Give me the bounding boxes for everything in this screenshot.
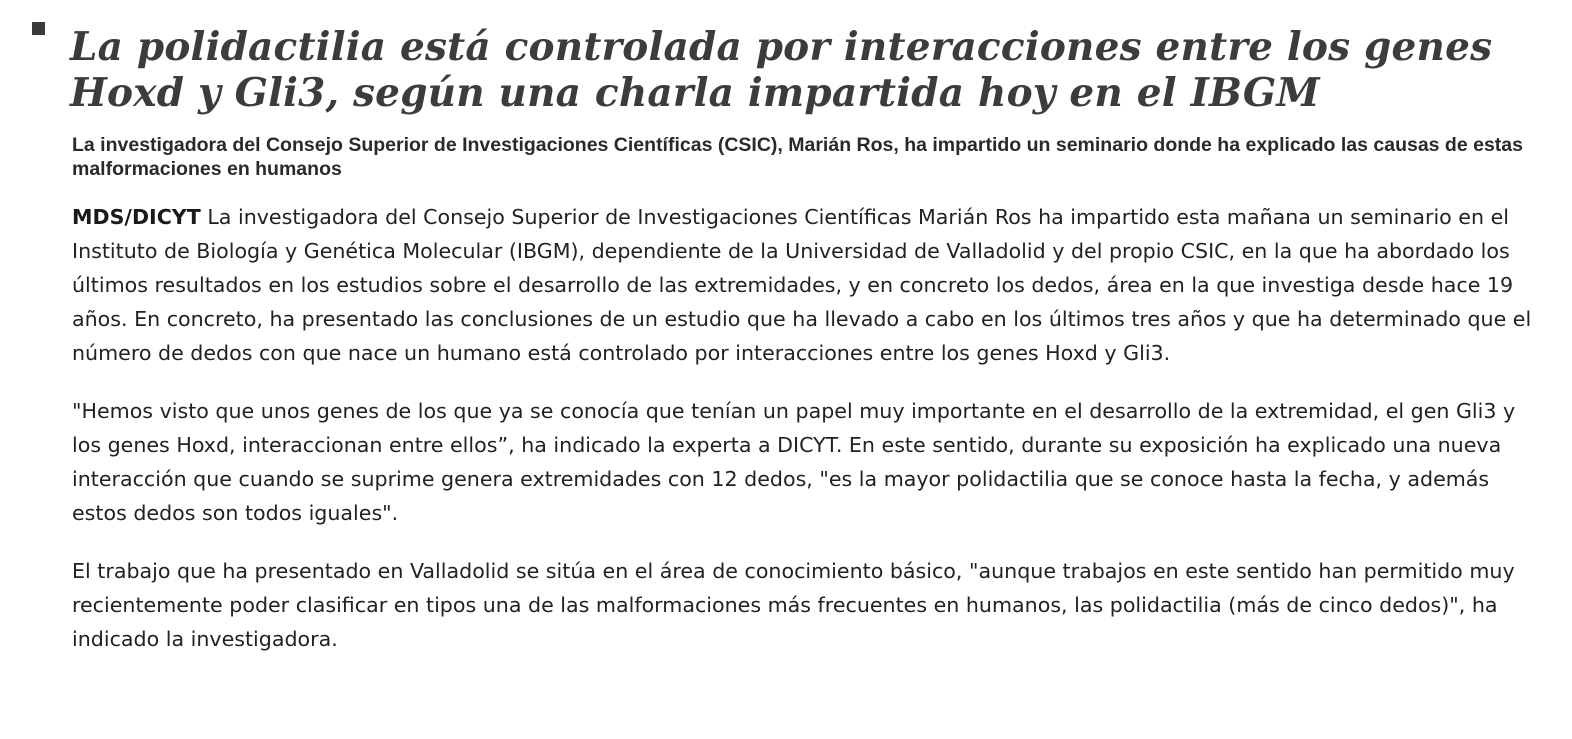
body-paragraph-3: El trabajo que ha presentado en Valladolid se sitúa en el área de conocimiento básico, "aunque trabajos en este sentido han permitido muy recientemente poder clasificar en tipos una de las malformaciones más frecuentes en humanos, las polidactilia (más de cinco dedos)", ha indicado la investigadora. [72, 559, 1515, 651]
body-paragraph-1 [72, 200, 1547, 370]
body-paragraph-1-text: La investigadora del Consejo Superior de Investigaciones Científicas Marián Ros ha impartido esta mañana un seminario en el Instituto de Biología y Genética Molecular (IBGM), dependiente de la Universidad de Valladolid y del propio CSIC, en la que ha abordado los últimos resultados en los estudios sobre el desarrollo de las extremidades, y en concreto los dedos, área en la que investiga desde hace 19 años. En concreto, ha presentado las conclusiones de un estudio que ha llevado a cabo en los últimos tres años y que ha determinado que el número de dedos con que nace un humano está controlado por interacciones entre los genes Hoxd y Gli3. [72, 205, 1532, 365]
article-subheadline: La investigadora del Consejo Superior de Investigaciones Científicas (CSIC), Marián Ros, ha impartido un seminario donde ha explicado las causas de estas malformaciones en humanos [72, 134, 1523, 180]
source-credit: MDS/DICYT [72, 205, 201, 229]
article-headline: La polidactilia está controlada por interacciones entre los genes Hoxd y Gli3, según una charla impartida hoy en el IBGM [70, 24, 1493, 116]
article-body [72, 200, 1547, 680]
body-paragraph-2: "Hemos visto que unos genes de los que ya se conocía que tenían un papel muy importante en el desarrollo de la extremidad, el gen Gli3 y los genes Hoxd, interaccionan entre ellos”, ha indicado la experta a DICYT. En este sentido, durante su exposición ha explicado una nueva interacción que cuando se suprime genera extremidades con 12 dedos, "es la mayor polidactilia que se conoce hasta la fecha, y además estos dedos son todos iguales". [72, 399, 1516, 525]
square-bullet-icon [32, 22, 45, 35]
